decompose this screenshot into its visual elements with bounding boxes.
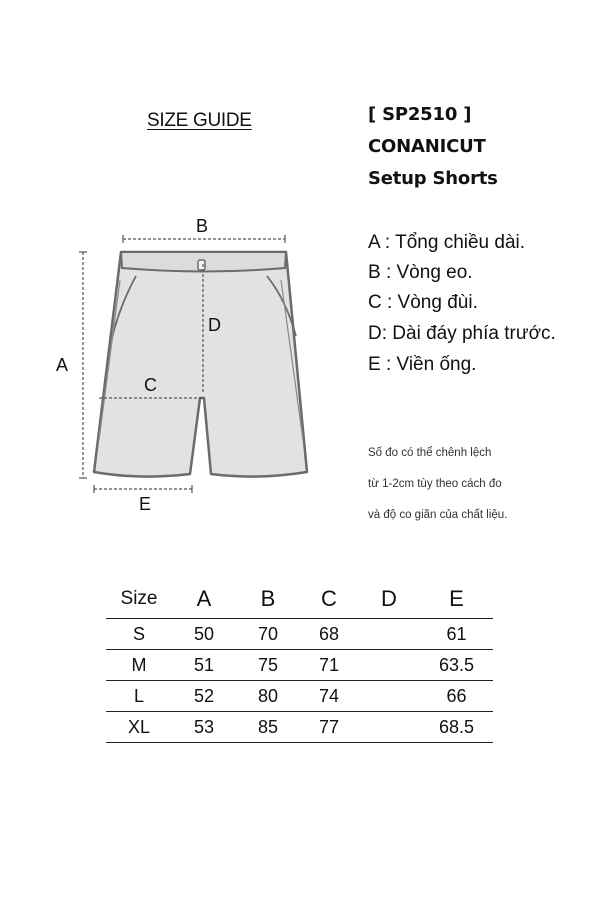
brand-name: CONANICUT xyxy=(368,136,486,157)
measurement-note-line-1: Số đo có thể chênh lệch xyxy=(368,447,492,459)
table-cell: 74 xyxy=(300,681,358,712)
measure-e-label: E xyxy=(139,494,152,514)
table-cell: 68 xyxy=(300,619,358,650)
size-guide-title: SIZE GUIDE xyxy=(147,110,252,131)
table-cell-size: S xyxy=(106,619,172,650)
table-cell xyxy=(358,650,420,681)
table-cell xyxy=(358,619,420,650)
measure-a-label: A xyxy=(56,355,69,375)
measure-b-line xyxy=(123,235,285,243)
table-cell: 50 xyxy=(172,619,236,650)
table-cell: 61 xyxy=(420,619,493,650)
table-cell xyxy=(358,681,420,712)
product-code: [ SP2510 ] xyxy=(368,104,472,125)
measurement-note-line-3: và độ co giãn của chất liệu. xyxy=(368,509,508,521)
table-header-c: C xyxy=(321,586,337,611)
table-cell: 63.5 xyxy=(420,650,493,681)
table-cell-size: L xyxy=(106,681,172,712)
table-cell: 71 xyxy=(300,650,358,681)
measure-e-line xyxy=(94,485,192,493)
table-cell: 77 xyxy=(300,712,358,743)
table-cell: 85 xyxy=(236,712,300,743)
table-cell: 80 xyxy=(236,681,300,712)
table-header-d: D xyxy=(381,586,397,611)
table-row xyxy=(106,681,493,712)
table-header-b: B xyxy=(260,586,276,611)
table-cell: 53 xyxy=(172,712,236,743)
table-header-row xyxy=(106,580,493,619)
table-row xyxy=(106,650,493,681)
table-cell-size: XL xyxy=(106,712,172,743)
table-cell: 51 xyxy=(172,650,236,681)
product-name: Setup Shorts xyxy=(368,168,498,189)
size-chart-table xyxy=(106,580,493,743)
legend-item-c: C : Vòng đùi. xyxy=(368,292,478,313)
table-row xyxy=(106,619,493,650)
measure-a-line xyxy=(79,252,87,478)
table-cell: 52 xyxy=(172,681,236,712)
table-cell: 66 xyxy=(420,681,493,712)
legend-item-b: B : Vòng eo. xyxy=(368,262,473,283)
table-cell: 68.5 xyxy=(420,712,493,743)
table-header-a: A xyxy=(196,586,212,611)
table-header-e: E xyxy=(449,586,464,611)
measure-c-label: C xyxy=(144,375,157,395)
legend-item-e: E : Viền ống. xyxy=(368,354,477,375)
measurement-note-line-2: từ 1-2cm tùy theo cách đo xyxy=(368,478,502,490)
table-row xyxy=(106,712,493,743)
measure-d-label: D xyxy=(208,315,221,335)
measure-b-label: B xyxy=(196,216,209,236)
table-cell xyxy=(358,712,420,743)
table-cell: 75 xyxy=(236,650,300,681)
table-cell-size: M xyxy=(106,650,172,681)
table-cell: 70 xyxy=(236,619,300,650)
table-header-size: Size xyxy=(120,588,158,609)
shorts-illustration xyxy=(94,252,307,477)
legend-item-d: D: Dài đáy phía trước. xyxy=(368,323,556,344)
legend-item-a: A : Tổng chiều dài. xyxy=(368,232,526,253)
